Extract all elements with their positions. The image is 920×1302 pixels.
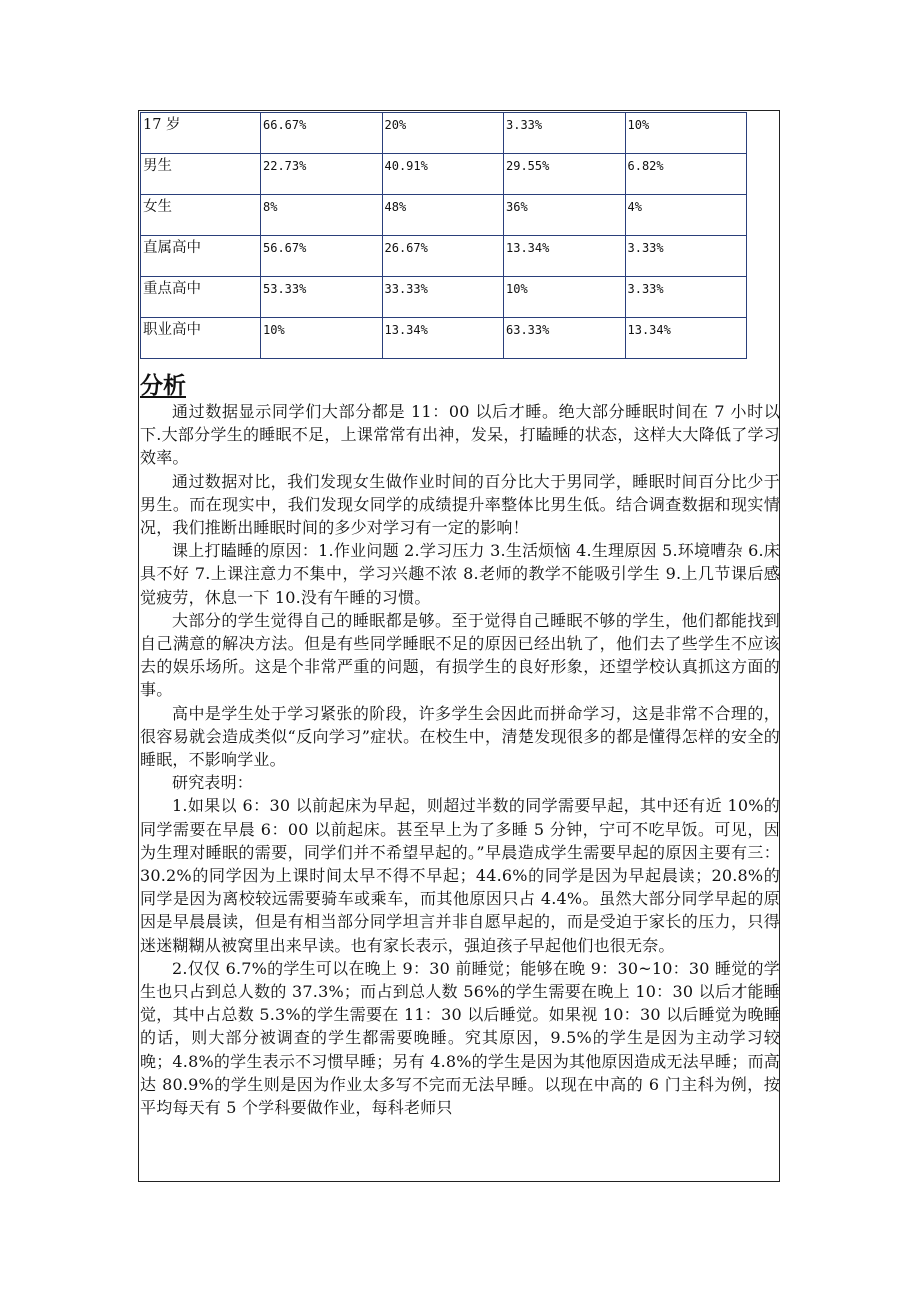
- table-cell: 40.91%: [382, 154, 504, 195]
- table-row: [141, 318, 747, 359]
- table-body: [141, 113, 747, 359]
- table-cell: 48%: [382, 195, 504, 236]
- table-cell: 3.33%: [625, 277, 747, 318]
- row-label: 男生: [141, 154, 261, 195]
- analysis-paragraph: 1.如果以 6：30 以前起床为早起，则超过半数的同学需要早起，其中还有近 10%的同学需要在早晨 6：00 以前起床。甚至早上为了多睡 5 分钟，宁可不吃早饭。可见，因为生理对睡眠的需要，同学们并不希望早起的。”早晨造成学生需要早起的原因主要有三：30.2%的同学因为上课时间太早不得不早起；44.6%的同学是因为早起晨读；20.8%的同学是因为离校较远需要骑车或乘车，而其他原因只占 4.4%。虽然大部分同学早起的原因是早晨晨读，但是有相当部分同学坦言并非自愿早起的，而是受迫于家长的压力，只得迷迷糊糊从被窝里出来早读。也有家长表示，强迫孩子早起他们也很无奈。: [140, 796, 780, 955]
- table-cell: 3.33%: [625, 236, 747, 277]
- table-row: [141, 277, 747, 318]
- table-cell: 26.67%: [382, 236, 504, 277]
- table-row: [141, 154, 747, 195]
- table-cell: 20%: [382, 113, 504, 154]
- table-cell: 10%: [504, 277, 626, 318]
- analysis-paragraph: 课上打瞌睡的原因：1.作业问题 2.学习压力 3.生活烦恼 4.生理原因 5.环境嘈杂 6.床具不好 7.上课注意力不集中，学习兴趣不浓 8.老师的教学不能吸引学生 9.上几节课后感觉疲劳，休息一下 10.没有午睡的习惯。: [140, 541, 780, 607]
- survey-data-table: [140, 112, 747, 359]
- table-cell: 66.67%: [261, 113, 383, 154]
- table-cell: 10%: [625, 113, 747, 154]
- row-label: 17 岁: [141, 113, 261, 154]
- table-cell: 22.73%: [261, 154, 383, 195]
- section-title: 分析: [140, 373, 186, 399]
- row-label: 重点高中: [141, 277, 261, 318]
- table-cell: 6.82%: [625, 154, 747, 195]
- analysis-section: [140, 372, 780, 1119]
- table-row: [141, 195, 747, 236]
- table-cell: 36%: [504, 195, 626, 236]
- table-cell: 8%: [261, 195, 383, 236]
- analysis-paragraph: 通过数据对比，我们发现女生做作业时间的百分比大于男同学，睡眠时间百分比少于男生。而在现实中，我们发现女同学的成绩提升率整体比男生低。结合调查数据和现实情况，我们推断出睡眠时间的多少对学习有一定的影响！: [140, 471, 780, 538]
- table-row: [141, 113, 747, 154]
- table-cell: 13.34%: [504, 236, 626, 277]
- analysis-paragraph: 通过数据显示同学们大部分都是 11：00 以后才睡。绝大部分睡眠时间在 7 小时以下.大部分学生的睡眠不足，上课常常有出神，发呆，打瞌睡的状态，这样大大降低了学习效率。: [140, 402, 780, 468]
- table-cell: 13.34%: [382, 318, 504, 359]
- analysis-paragraph: 大部分的学生觉得自己的睡眠都是够。至于觉得自己睡眠不够的学生，他们都能找到自己满意的解决方法。但是有些同学睡眠不足的原因已经出轨了，他们去了些学生不应该去的娱乐场所。这是个非常严重的问题，有损学生的良好形象，还望学校认真抓这方面的事。: [140, 610, 780, 700]
- table-cell: 53.33%: [261, 277, 383, 318]
- table-cell: 4%: [625, 195, 747, 236]
- analysis-paragraph: 研究表明：: [172, 773, 254, 793]
- table-cell: 3.33%: [504, 113, 626, 154]
- row-label: 女生: [141, 195, 261, 236]
- table-cell: 10%: [261, 318, 383, 359]
- table-cell: 33.33%: [382, 277, 504, 318]
- table-cell: 13.34%: [625, 318, 747, 359]
- analysis-paragraph: 高中是学生处于学习紧张的阶段，许多学生会因此而拼命学习，这是非常不合理的，很容易就会造成类似“反向学习”症状。在校生中，清楚发现很多的都是懂得怎样的安全的睡眠，不影响学业。: [140, 703, 780, 770]
- row-label: 直属高中: [141, 236, 261, 277]
- table-cell: 63.33%: [504, 318, 626, 359]
- analysis-body: [140, 400, 780, 1119]
- table-row: [141, 236, 747, 277]
- table-cell: 29.55%: [504, 154, 626, 195]
- analysis-paragraph: 2.仅仅 6.7%的学生可以在晚上 9：30 前睡觉；能够在晚 9：30~10：30 睡觉的学生也只占到总人数的 37.3%；而占到总人数 56%的学生需要在晚上 10：30 以后才能睡觉，其中占总数 5.3%的学生需要在 11：30 以后睡觉。如果视 10：30 以后睡觉为晚睡的话，则大部分被调查的学生都需要晚睡。究其原因，9.5%的学生是因为主动学习较晚；4.8%的学生表示不习惯早睡；另有 4.8%的学生是因为其他原因造成无法早睡；而高达 80.9%的学生则是因为作业太多写不完而无法早睡。以现在中高的 6 门主科为例，按平均每天有 5 个学科要做作业，每科老师只: [140, 958, 780, 1118]
- row-label: 职业高中: [141, 318, 261, 359]
- table-cell: 56.67%: [261, 236, 383, 277]
